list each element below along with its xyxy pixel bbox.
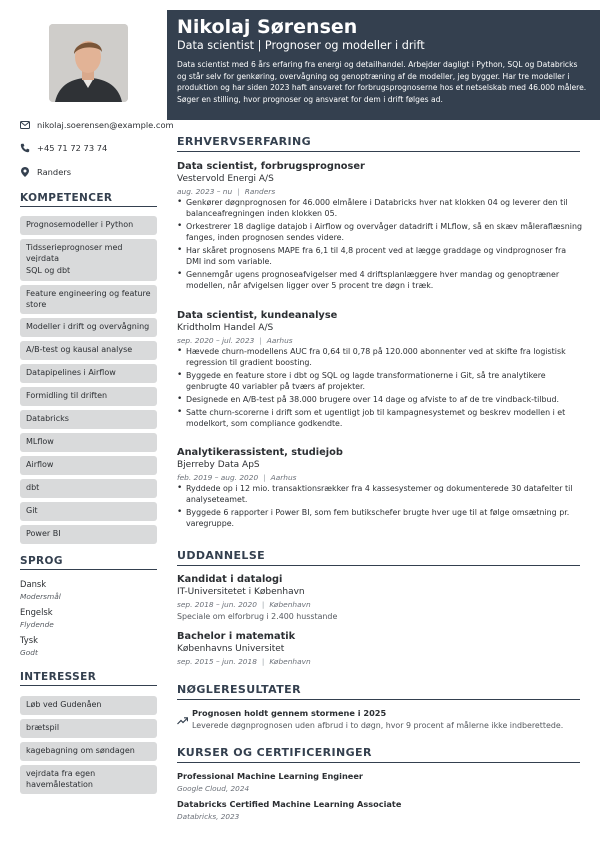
education-dates: sep. 2015 – jun. 2018 xyxy=(177,657,257,666)
job-title: Data scientist, kundeanalyse xyxy=(177,310,338,321)
skill-tag: Databricks xyxy=(20,410,157,429)
meta-separator: | xyxy=(237,187,240,196)
job-meta xyxy=(177,336,293,345)
job-employer: Vestervold Energi A/S xyxy=(177,174,274,184)
course-title: Professional Machine Learning Engineer xyxy=(177,771,363,781)
education-note: Speciale om elforbrug i 2.400 husstande xyxy=(177,612,338,621)
skill-tag: Datapipelines i Airflow xyxy=(20,364,157,383)
job-title: Data scientist, forbrugsprognoser xyxy=(177,161,365,172)
job-bullet: • Ryddede op i 12 mio. transaktionsrækker fra 4 kassesystemer og dokumenterede 30 datafelter til analyseteamet. xyxy=(177,483,582,505)
profile-photo xyxy=(49,24,128,102)
job-place: Aarhus xyxy=(266,336,293,345)
job-bullet: • Genkører døgnprognosen for 46.000 elmålere i Databricks hver nat klokken 04 og leverer den til balanceafregningen inden klokken 05. xyxy=(177,197,582,219)
language-name: Dansk xyxy=(20,579,47,589)
education-meta xyxy=(177,657,311,666)
header-banner xyxy=(167,10,600,120)
job-bullets xyxy=(177,346,582,431)
course-meta: Google Cloud, 2024 xyxy=(177,784,250,793)
skill-tag: Airflow xyxy=(20,456,157,475)
job-bullet: • Satte churn-scorerne i drift som et ugentligt job til kampagnesystemet og beskrev modellen i et modelkort, som compliance godkendte. xyxy=(177,407,582,429)
trend-up-icon xyxy=(177,710,188,719)
languages-heading: SPROG xyxy=(20,555,157,570)
education-school: Københavns Universitet xyxy=(177,644,285,654)
job-bullet: • Orkestrerer 18 daglige datajob i Airflow og overvåger datadrift i MLflow, så en skæv måleraflæsning fanges, inden prognosen sendes videre. xyxy=(177,221,582,243)
skill-tag: Tidsserieprognoser med vejrdata xyxy=(20,239,157,268)
job-dates: feb. 2019 – aug. 2020 xyxy=(177,473,259,482)
job-bullet: • Gennemgår ugens prognoseafvigelser med 4 driftsplanlæggere hver mandag og genoptræner modellen, når afvigelsen ligger over 5 procent tre døgn i træk. xyxy=(177,269,582,291)
candidate-role: Data scientist | Prognoser og modeller i drift xyxy=(177,39,425,52)
job-bullet: • Hævede churn-modellens AUC fra 0,64 til 0,78 på 120.000 abonnenter ved at skifte fra logistisk regression til gradient boosting. xyxy=(177,346,582,368)
profile-summary: Data scientist med 6 års erfaring fra energi og detailhandel. Arbejder dagligt i Python, SQL og Databricks og står selv for genkøring, overvågning og genoptræning af de modeller, jeg bygger. Har tre modeller i produktion og har siden 2023 haft ansvaret for forbrugsprognoserne hos et netselskab med 46.000 målere. Søger en stilling, hvor prognoser og ansvaret for dem i drift følges ad. xyxy=(177,60,587,104)
skill-tag: Formidling til driften xyxy=(20,387,157,406)
language-name: Engelsk xyxy=(20,607,53,617)
mail-icon xyxy=(20,120,30,130)
skill-tag: dbt xyxy=(20,479,157,498)
education-school: IT-Universitetet i København xyxy=(177,587,305,597)
job-bullets xyxy=(177,197,582,293)
interest-tag: vejrdata fra egen havemålestation xyxy=(20,765,157,794)
contact-location xyxy=(20,164,165,180)
job-meta xyxy=(177,473,297,482)
education-heading: UDDANNELSE xyxy=(177,549,580,566)
education-meta xyxy=(177,600,311,609)
skill-tag: Feature engineering og feature store xyxy=(20,285,157,314)
skills-heading: KOMPETENCER xyxy=(20,192,157,207)
meta-separator: | xyxy=(261,657,265,666)
job-bullets xyxy=(177,483,582,531)
language-name: Tysk xyxy=(20,635,38,645)
education-place: København xyxy=(269,600,311,609)
interest-tag: kagebagning om søndagen xyxy=(20,742,157,761)
results-heading: NØGLERESULTATER xyxy=(177,683,580,700)
language-level: Godt xyxy=(20,648,38,657)
language-level: Flydende xyxy=(20,620,54,629)
skill-tag: Prognosemodeller i Python xyxy=(20,216,157,235)
result-description: Leverede døgnprognosen uden afbrud i to døgn, hvor 9 procent af målerne ikke indberettede. xyxy=(192,721,564,730)
job-place: Aarhus xyxy=(270,473,297,482)
language-level: Modersmål xyxy=(20,592,61,601)
job-dates: sep. 2020 – jul. 2023 xyxy=(177,336,255,345)
phone-text: +45 71 72 73 74 xyxy=(37,143,108,153)
meta-separator: | xyxy=(263,473,266,482)
skill-tag: MLflow xyxy=(20,433,157,452)
education-dates: sep. 2018 – jun. 2020 xyxy=(177,600,257,609)
job-bullet: • Byggede en feature store i dbt og SQL og lagde transformationerne i Git, så tre analytikere genbrugte 40 variabler på tværs af projekter. xyxy=(177,370,582,392)
email-text: nikolaj.soerensen@example.com xyxy=(37,120,174,130)
job-place: Randers xyxy=(244,187,276,196)
job-dates: aug. 2023 – nu xyxy=(177,187,233,196)
job-bullet: • Designede en A/B-test på 38.000 brugere over 14 dage og afviste to af de tre vindback-tilbud. xyxy=(177,394,582,405)
skill-tag: SQL og dbt xyxy=(20,262,157,281)
education-title: Bachelor i matematik xyxy=(177,631,296,642)
meta-separator: | xyxy=(259,336,262,345)
contact-phone[interactable] xyxy=(20,140,165,156)
candidate-name: Nikolaj Sørensen xyxy=(177,16,358,38)
skill-tag: A/B-test og kausal analyse xyxy=(20,341,157,360)
meta-separator: | xyxy=(261,600,265,609)
skill-tag: Power BI xyxy=(20,525,157,544)
interests-heading: INTERESSER xyxy=(20,671,157,686)
job-employer: Bjerreby Data ApS xyxy=(177,460,260,470)
interest-tag: brætspil xyxy=(20,719,157,738)
skill-tag: Git xyxy=(20,502,157,521)
courses-heading: KURSER OG CERTIFICERINGER xyxy=(177,746,580,763)
skill-tag: Modeller i drift og overvågning xyxy=(20,318,157,337)
phone-icon xyxy=(20,143,30,153)
job-title: Analytikerassistent, studiejob xyxy=(177,447,343,458)
course-title: Databricks Certified Machine Learning Associate xyxy=(177,799,402,809)
job-bullet: • Har skåret prognosens MAPE fra 6,1 til 4,8 procent ved at lægge graddage og vindprognoser fra DMI ind som variable. xyxy=(177,245,582,267)
location-pin-icon xyxy=(20,167,30,177)
result-title: Prognosen holdt gennem stormene i 2025 xyxy=(192,708,387,718)
location-text: Randers xyxy=(37,167,72,177)
education-place: København xyxy=(269,657,311,666)
experience-heading: ERHVERVSERFARING xyxy=(177,135,580,152)
course-meta: Databricks, 2023 xyxy=(177,812,240,821)
job-bullet: • Byggede 6 rapporter i Power BI, som fem butikschefer brugte hver uge til at følge omsætning pr. varegruppe. xyxy=(177,507,582,529)
contact-email[interactable] xyxy=(20,117,174,133)
job-meta xyxy=(177,187,275,196)
job-employer: Kridtholm Handel A/S xyxy=(177,323,274,333)
education-title: Kandidat i datalogi xyxy=(177,574,283,585)
interest-tag: Løb ved Gudenåen xyxy=(20,696,157,715)
